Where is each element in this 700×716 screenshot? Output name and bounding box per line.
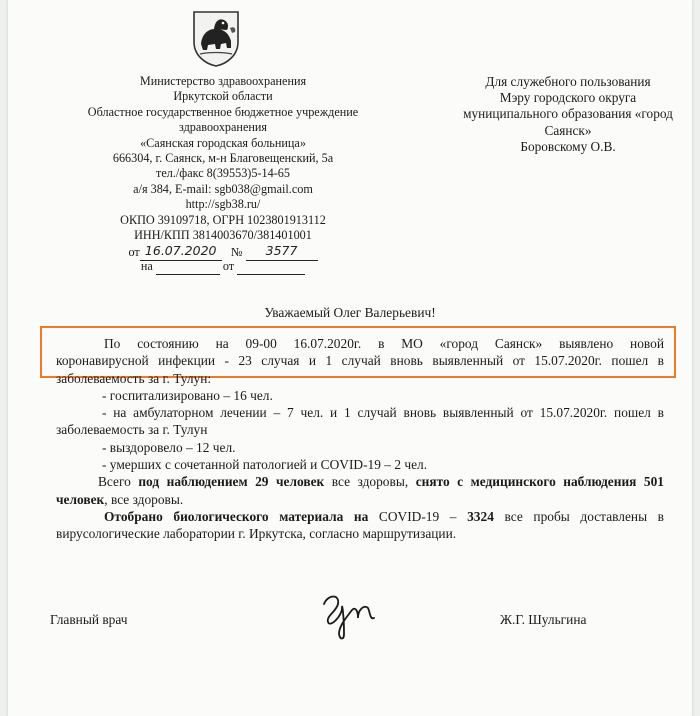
list-item: - госпитализировано – 16 чел. — [102, 387, 273, 403]
addressee-line: муниципального образования «город — [463, 106, 673, 122]
addressee-line: Саянск» — [544, 122, 592, 138]
coat-of-arms-emblem — [188, 8, 244, 68]
handwritten-number: 3577 — [265, 243, 298, 259]
list-item-continuation: заболеваемость за г. Тулун — [56, 422, 208, 438]
list-item: - умерших с сочетанной патологией и COVID-19 – 2 чел. — [102, 457, 428, 473]
header-line: Областное государственное бюджетное учреждение — [87, 104, 359, 119]
outgoing-number-line — [78, 243, 368, 259]
header-line: ОКПО 39109718, ОГРН 1023801913112 — [120, 212, 326, 227]
handwritten-signature — [314, 586, 384, 642]
document-page — [8, 0, 692, 716]
addressee-block — [448, 74, 688, 155]
observation-paragraph: Всего под наблюдением 29 человек все здоровы, снято с медицинского наблюдения 501 человек, все здоровы. — [56, 474, 665, 507]
on-label: на — [140, 259, 153, 274]
paragraph-line: заболеваемость за г. Тулун: — [56, 370, 212, 386]
header-line: «Саянская городская больница» — [140, 135, 306, 150]
header-line: 666304, г. Саянск, м-н Благовещенский, 5а — [112, 151, 334, 166]
number-label: № — [230, 245, 243, 260]
greeting: Уважаемый Олег Валерьевич! — [264, 305, 436, 320]
sender-header — [78, 74, 368, 275]
signatory-name: Ж.Г. Шульгина — [500, 612, 587, 627]
header-line: здравоохранения — [178, 120, 268, 135]
paragraph-line: коронавирусной инфекции - 23 случая и 1 случай вновь выявленный от 15.07.2020г. пошел в — [56, 353, 664, 369]
header-line: Иркутской области — [173, 89, 273, 104]
from-label: от — [128, 245, 140, 260]
incoming-number-line — [78, 259, 368, 275]
addressee-line: Мэру городского округа — [499, 90, 637, 106]
header-line: ИНН/КПП 3814003670/381401001 — [134, 228, 312, 243]
header-line: http://sgb38.ru/ — [185, 197, 261, 212]
addressee-line: Для служебного пользования — [485, 74, 651, 89]
header-line: тел./факс 8(39553)5-14-65 — [156, 166, 290, 181]
from2-label: от — [222, 259, 235, 274]
letter-body — [56, 335, 665, 543]
list-item: - на амбулаторном лечении – 7 чел. и 1 случай вновь выявленный от 15.07.2020г. пошел в — [102, 405, 664, 421]
handwritten-date: 16.07.2020 — [144, 243, 217, 259]
paragraph-line: По состоянию на 09-00 16.07.2020г. в МО «город Саянск» выявлено новой — [104, 336, 664, 351]
samples-paragraph: Отобрано биологического материала на COVID-19 – 3324 все пробы доставлены в вирусологические лаборатории г. Иркутска, согласно маршрутизации. — [56, 508, 664, 542]
signatory-position: Главный врач — [50, 612, 128, 627]
header-line: Министерство здравоохранения — [139, 74, 307, 88]
list-item: - выздоровело – 12 чел. — [102, 439, 236, 455]
addressee-line: Боровскому О.В. — [520, 138, 616, 154]
header-line: а/я 384, E-mail: sgb038@gmail.com — [133, 181, 313, 196]
